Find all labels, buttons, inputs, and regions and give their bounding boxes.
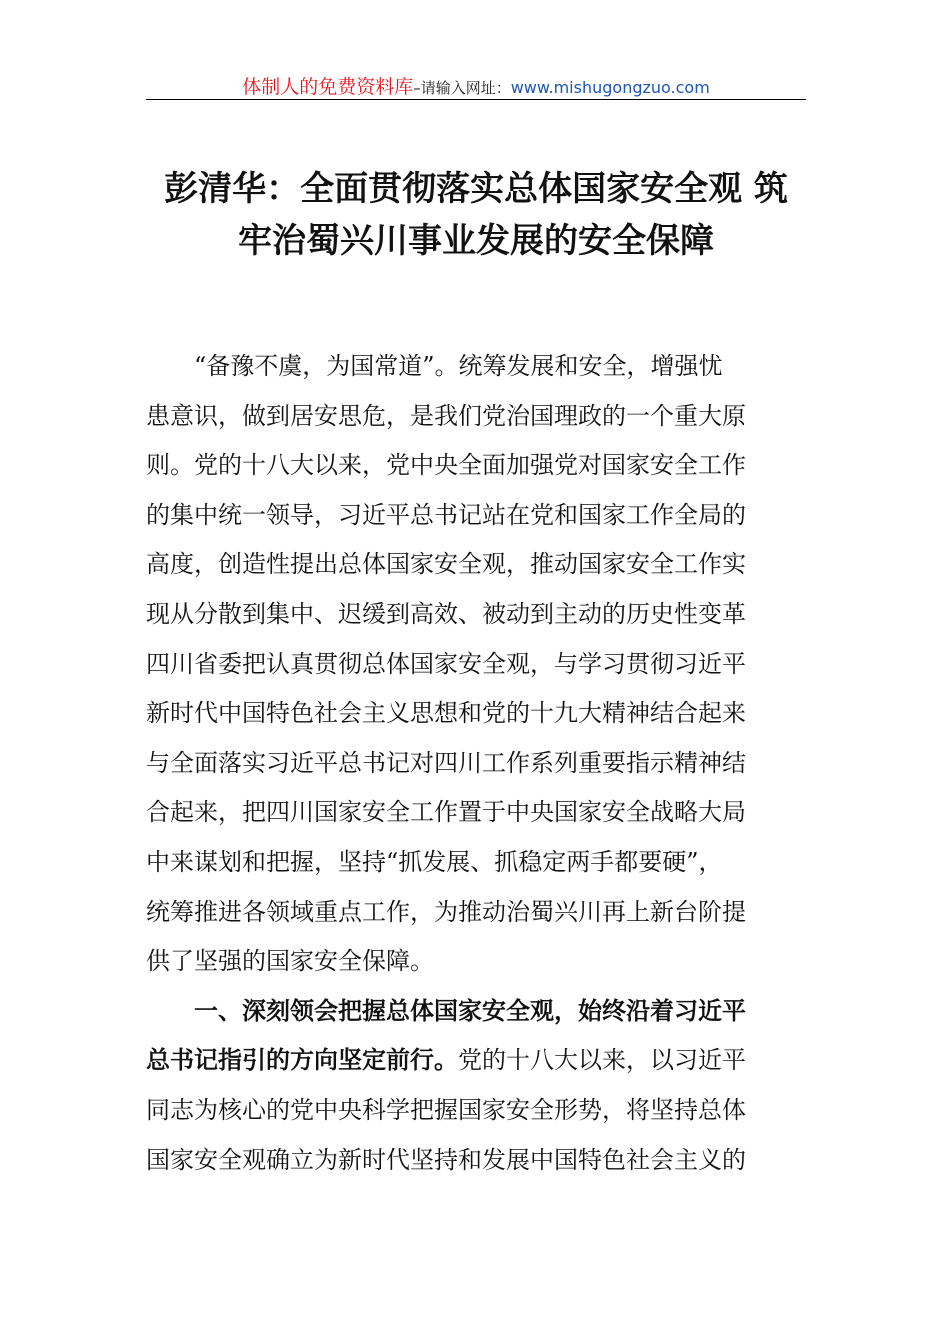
paragraph-line: 中来谋划和把握，坚持“抓发展、抓稳定两手都要硬”， (146, 847, 723, 876)
header-divider (146, 99, 806, 100)
paragraph-line: 现从分散到集中、迟缓到高效、被动到主动的历史性变革 (146, 599, 746, 628)
paragraph-line: “备豫不虞，为国常道”。统筹发展和安全，增强忧 (194, 352, 723, 380)
paragraph-line: 则。党的十八大以来，党中央全面加强党对国家安全工作 (146, 451, 746, 480)
paragraph-line: 同志为核心的党中央科学把握国家安全形势，将坚持总体 (146, 1095, 746, 1124)
site-url-link[interactable]: www.mishugongzuo.com (510, 78, 710, 97)
article-body (146, 342, 806, 1185)
paragraph-line: 的集中统一领导，习近平总书记站在党和国家工作全局的 (146, 500, 746, 529)
paragraph-line: 合起来，把四川国家安全工作置于中央国家安全战略大局 (146, 798, 746, 827)
section-heading-tail: 总书记指引的方向坚定前行。 (146, 1046, 458, 1075)
paragraph-line: 供了坚强的国家安全保障。 (146, 947, 434, 976)
section-heading-line-2 (146, 1036, 806, 1086)
paragraph-line: 患意识，做到居安思危，是我们党治国理政的一个重大原 (146, 401, 746, 430)
title-line-1: 彭清华：全面贯彻落实总体国家安全观 筑 (164, 169, 788, 209)
site-header (146, 72, 806, 99)
site-name: 体制人的免费资料库 (242, 76, 414, 98)
section-text: 党的十八大以来，以习近平 (458, 1046, 746, 1075)
section-heading-line-1: 一、深刻领会把握总体国家安全观，始终沿着习近平 (194, 996, 746, 1025)
paragraph-line: 与全面落实习近平总书记对四川工作系列重要指示精神结 (146, 748, 746, 777)
paragraph-line: 国家安全观确立为新时代坚持和发展中国特色社会主义的 (146, 1145, 746, 1174)
url-prompt: –请输入网址： (413, 79, 511, 97)
paragraph-line: 四川省委把认真贯彻总体国家安全观，与学习贯彻习近平 (146, 649, 746, 678)
paragraph-line: 高度，创造性提出总体国家安全观，推动国家安全工作实 (146, 550, 746, 579)
page-title (146, 163, 806, 267)
title-line-2: 牢治蜀兴川事业发展的安全保障 (238, 221, 714, 261)
paragraph-line: 统筹推进各领域重点工作，为推动治蜀兴川再上新台阶提 (146, 897, 746, 926)
paragraph-line: 新时代中国特色社会主义思想和党的十九大精神结合起来 (146, 699, 746, 728)
